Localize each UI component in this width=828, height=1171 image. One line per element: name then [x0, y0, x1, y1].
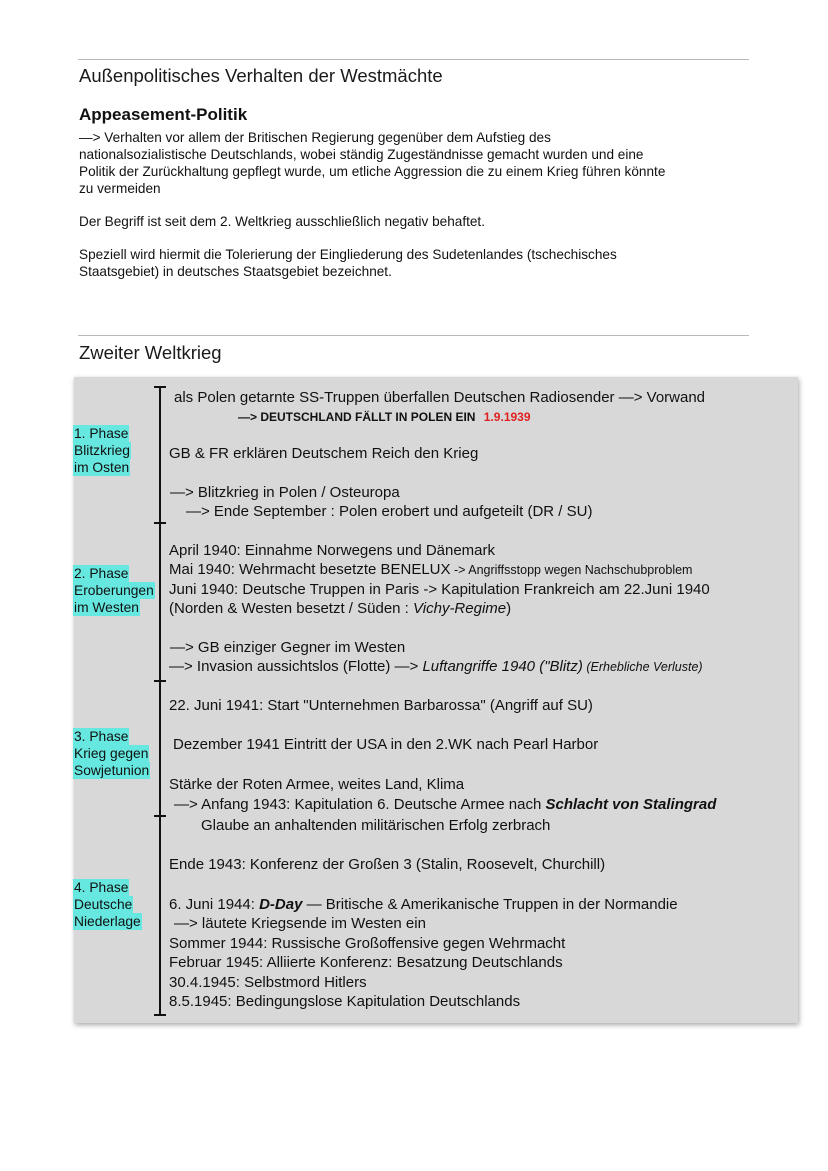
- section-title-weltkrieg: Zweiter Weltkrieg: [79, 342, 222, 363]
- event-line: 30.4.1945: Selbstmord Hitlers: [169, 974, 367, 991]
- date-highlight: 1.9.1939: [483, 410, 531, 424]
- phase-label-1: 1. Phase Blitzkrieg im Osten: [74, 426, 130, 475]
- timeline-tick: [154, 1014, 166, 1016]
- appeasement-paragraph: [79, 129, 759, 197]
- event-line: Sommer 1944: Russische Großoffensive gegen Wehrmacht: [169, 935, 566, 952]
- event-line: —> Blitzkrieg in Polen / Osteuropa: [170, 484, 400, 501]
- top-divider: [78, 59, 749, 60]
- event-line: —> Ende September : Polen erobert und aufgeteilt (DR / SU): [186, 503, 593, 520]
- event-line: —> GB einziger Gegner im Westen: [170, 639, 406, 656]
- event-line: 8.5.1945: Bedingungslose Kapitulation Deutschlands: [169, 993, 521, 1010]
- event-line: —> DEUTSCHLAND FÄLLT IN POLEN EIN 1.9.1939: [238, 410, 531, 424]
- event-line: Stärke der Roten Armee, weites Land, Klima: [169, 776, 465, 793]
- text-line: nationalsozialistische Deutschlands, wobei ständig Zugeständnisse gemacht wurden und eine: [79, 147, 644, 162]
- event-line: —> Anfang 1943: Kapitulation 6. Deutsche Armee nach Schlacht von Stalingrad: [174, 796, 717, 813]
- event-line: Dezember 1941 Eintritt der USA in den 2.WK nach Pearl Harbor: [173, 736, 599, 753]
- event-line: Februar 1945: Alliierte Konferenz: Besatzung Deutschlands: [169, 954, 563, 971]
- text-line: Speziell wird hiermit die Tolerierung der Eingliederung des Sudetenlandes (tschechisches: [79, 247, 617, 262]
- timeline-tick: [154, 522, 166, 524]
- timeline-tick: [154, 386, 166, 388]
- event-line: 22. Juni 1941: Start "Unternehmen Barbarossa" (Angriff auf SU): [169, 697, 593, 714]
- begriff-paragraph: [79, 213, 759, 230]
- phase-label-3: 3. Phase Krieg gegen Sowjetunion: [74, 729, 150, 778]
- subheading-appeasement: Appeasement-Politik: [79, 105, 248, 124]
- event-line: 6. Juni 1944: D-Day — Britische & Amerikanische Truppen in der Normandie: [169, 896, 678, 913]
- event-line: April 1940: Einnahme Norwegens und Dänemark: [169, 542, 496, 559]
- event-line: Glaube an anhaltenden militärischen Erfolg zerbrach: [201, 817, 551, 834]
- middle-divider: [78, 335, 749, 336]
- text-line: Staatsgebiet) in deutsches Staatsgebiet bezeichnet.: [79, 264, 392, 279]
- sudetenland-paragraph: [79, 246, 759, 280]
- timeline-tick: [154, 815, 166, 817]
- timeline-axis: [159, 387, 161, 1016]
- event-line: —> Invasion aussichtslos (Flotte) —> Luftangriffe 1940 ("Blitz) (Erhebliche Verluste): [169, 658, 703, 675]
- phase-label-4: 4. Phase Deutsche Niederlage: [74, 880, 141, 929]
- event-line: Ende 1943: Konferenz der Großen 3 (Stalin, Roosevelt, Churchill): [169, 856, 606, 873]
- text-line: zu vermeiden: [79, 181, 161, 196]
- event-line: Mai 1940: Wehrmacht besetzte BENELUX -> Angriffsstopp wegen Nachschubproblem: [169, 561, 693, 578]
- event-line: (Norden & Westen besetzt / Süden : Vichy-Regime): [169, 600, 512, 617]
- text-line: Politik der Zurückhaltung gepflegt wurde, um etliche Aggression die zu einem Krieg führen könnte: [79, 164, 666, 179]
- event-line: als Polen getarnte SS-Truppen überfallen Deutschen Radiosender —> Vorwand: [174, 389, 706, 406]
- event-line: —> läutete Kriegsende im Westen ein: [174, 915, 426, 932]
- phase-label-2: 2. Phase Eroberungen im Westen: [74, 566, 154, 615]
- event-line: Juni 1940: Deutsche Truppen in Paris -> Kapitulation Frankreich am 22.Juni 1940: [169, 581, 710, 598]
- section-title-westmaechte: Außenpolitisches Verhalten der Westmächte: [79, 65, 443, 86]
- event-line: GB & FR erklären Deutschem Reich den Krieg: [169, 445, 479, 462]
- timeline-tick: [154, 680, 166, 682]
- text-line: Der Begriff ist seit dem 2. Weltkrieg ausschließlich negativ behaftet.: [79, 214, 485, 229]
- text-line: —> Verhalten vor allem der Britischen Regierung gegenüber dem Aufstieg des: [79, 130, 551, 145]
